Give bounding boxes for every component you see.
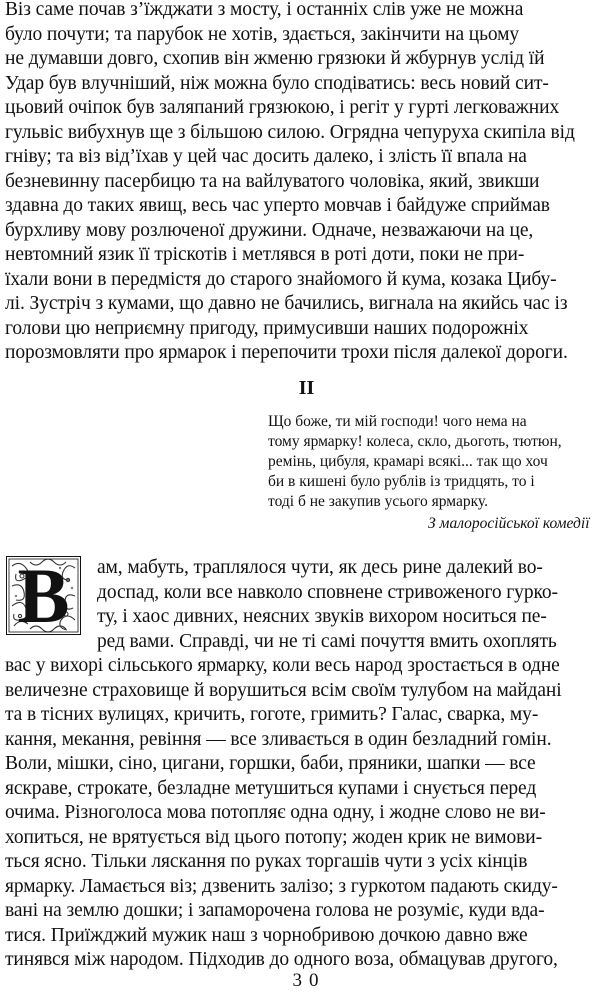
text-line: кання, мекання, ревіння — все зливається в один безладний гомін. (5, 728, 552, 750)
text-line: тися. Приїжджий мужик наш з чорнобривою дочкою давно вже (5, 924, 528, 946)
text-line: здавна до таких явищ, весь час уперто мовчав і байдуже сприймав (5, 195, 550, 216)
text-line: яскраве, строкате, безладне метушиться купами і снується перед (5, 777, 537, 799)
text-line: голови цю неприємну пригоду, примусивши наших подорожніх (5, 317, 529, 339)
text-line: хопиться, не врятується від цього потопу; жоден крик не вимови- (5, 826, 543, 848)
epigraph-line: ремінь, цибуля, крамарі всякі... так що хоч (268, 453, 548, 470)
text-line: гніву; та віз від’їхав у цей час досить далеко, і злість її впала на (5, 146, 527, 167)
text-line: вас у вихорі сільського ярмарку, коли весь народ зростається в одне (5, 655, 560, 676)
page-number: 30 (292, 970, 326, 991)
text-line: було почути; та парубок не хотів, здається, закінчити на цьому (5, 23, 520, 45)
text-line: невтомний язик її тріскотів і метлявся в роті доти, поки не при- (5, 244, 525, 265)
epigraph-line: би в кишені було рублів із тридцять, то і (268, 473, 535, 490)
drop-cap (6, 552, 81, 639)
epigraph-source: З малоросійської комедії (428, 515, 590, 532)
text-line: гульвіс вибухнув ще з більшою силою. Огрядна чепуруха скипіла від (5, 121, 575, 143)
text-line: величезне страховище й ворушиться всім своїм тулубом на майдані (5, 679, 562, 701)
text-line: ред вами. Справді, чи не ті самі почуття вмить охоплять (97, 630, 557, 652)
text-line: ту, і хаос дивних, неясних звуків вихором носиться пе- (97, 606, 547, 627)
text-line: вані на землю дошки; і запаморочена голова не розуміє, куди вда- (5, 900, 545, 921)
text-line: очима. Різноголоса мова потопляє одна одну, і жодне слово не ви- (5, 802, 546, 823)
text-line: бурхливу мову розлюченої дружини. Одначе, незважаючи на це, (5, 219, 534, 241)
epigraph-line: Що боже, ти мій господи! чого нема на (268, 413, 527, 430)
text-line: Віз саме почав з’їжджати з мосту, і останніх слів уже не можна (5, 0, 524, 20)
drop-cap-letter: В (17, 552, 70, 639)
text-line: безневинну пасербицю та на вайлуватого чоловіка, який, звикши (5, 170, 540, 192)
text-line: тинявся між народом. Підходив до одного воза, обмацував другого, (5, 949, 558, 970)
epigraph-line: тоді б не закупив усього ярмарку. (268, 493, 489, 510)
text-line: не думавши довго, схопив він жменю грязюки й жбурнув услід їй (5, 48, 545, 69)
text-line: Удар був влучніший, ніж можна було сподіватись: весь новий сит- (5, 72, 549, 94)
text-line: доспад, коли все навколо сповнене стривоженого гурко- (97, 581, 558, 603)
text-line: порозмовляти про ярмарок і перепочити трохи після далекої дороги. (5, 342, 568, 363)
text-line: ярмарку. Ламається віз; дзвенить залізо; з гуркотом падають скиду- (5, 875, 558, 897)
chapter-heading: II (298, 377, 315, 399)
text-line: та в тісних вулицях, кричить, гоготе, гримить? Галас, сварка, му- (5, 704, 539, 725)
text-line: ам, мабуть, траплялося чути, як десь рине далекий во- (97, 557, 543, 578)
text-line: лі. Зустріч з кумами, що давно не бачились, вигнала на якийсь час із (5, 293, 568, 314)
epigraph-line: тому ярмарку! колеса, скло, дьоготь, тютюн, (268, 433, 562, 450)
text-line: їхали вони в передмістя до старого знайомого й кума, козака Цибу- (5, 268, 557, 290)
text-line: цьовий очіпок був заляпаний грязюкою, і регіт у гурті легковажних (5, 97, 560, 118)
text-line: ться ясно. Тільки ляскання по руках торгашів чути з усіх кінців (5, 851, 528, 872)
text-line: Воли, мішки, сіно, цигани, горшки, баби, пряники, шапки — все (5, 753, 536, 774)
